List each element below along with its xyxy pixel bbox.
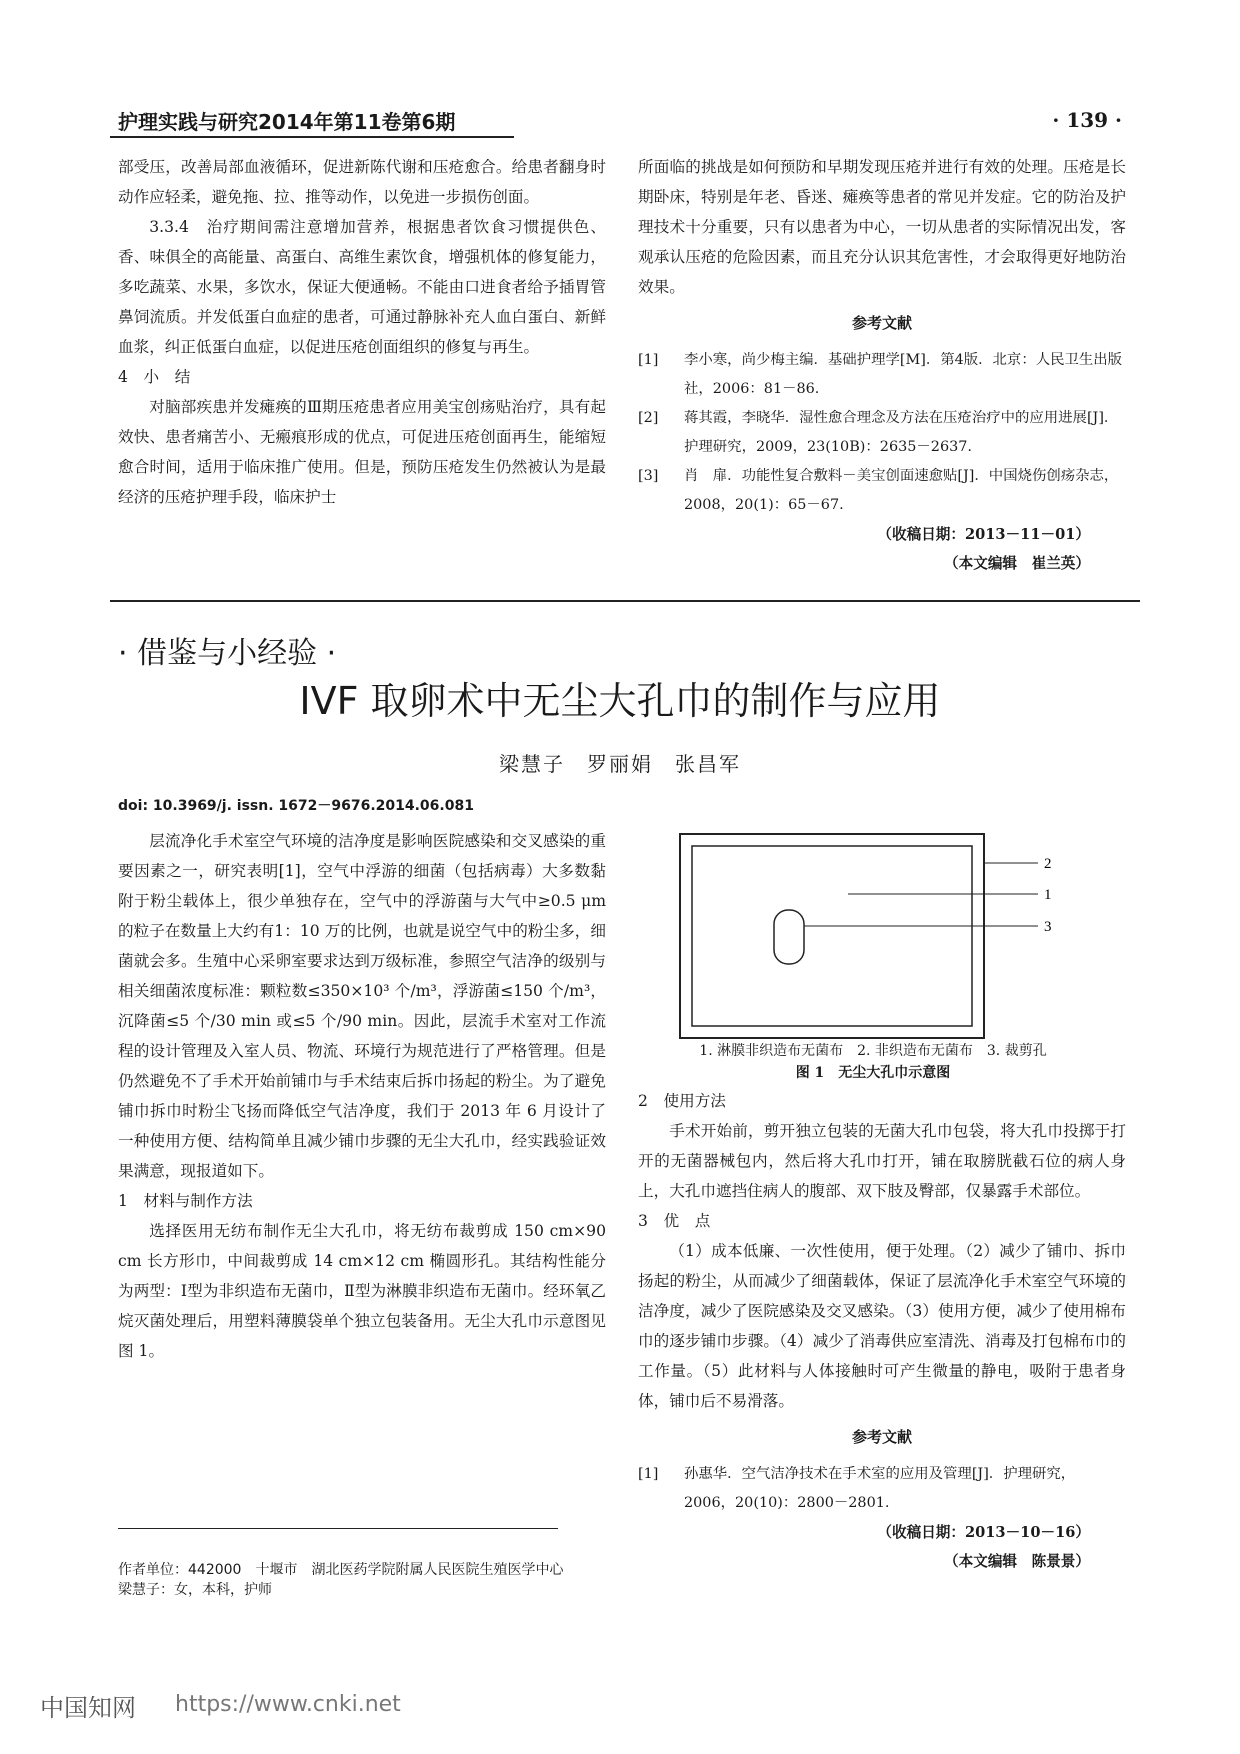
ellipse-hole bbox=[774, 910, 804, 964]
header-rule bbox=[110, 136, 514, 138]
paragraph: 手术开始前，剪开独立包装的无菌大孔巾包袋，将大孔巾投掷于打开的无菌器械包内，然后将大孔巾打开，铺在取膀胱截石位的病人身上，大孔巾遮挡住病人的腹部、双下肢及臀部，仅暴露手术部位。 bbox=[638, 1122, 1126, 1200]
footnote bbox=[118, 1560, 563, 1600]
reference-item bbox=[638, 346, 1126, 404]
reference-text: 孙惠华．空气洁净技术在手术室的应用及管理[J]．护理研究，2006，20(10)：2800－2801. bbox=[684, 1466, 1076, 1511]
reference-text: 肖 扉．功能性复合敷料－美宝创面速愈贴[J]．中国烧伤创疡杂志，2008，20(1)：65－67. bbox=[684, 468, 1119, 513]
figure-label-1: 1 bbox=[1044, 887, 1052, 903]
outer-rect bbox=[680, 834, 984, 1038]
paragraph: 3.3.4 治疗期间需注意增加营养，根据患者饮食习惯提供色、香、味俱全的高能量、高蛋白、高维生素饮食，增强机体的修复能力，多吃蔬菜、水果，多饮水，保证大便通畅。不能由口进食者给予插胃管鼻饲流质。并发低蛋白血症的患者，可通过静脉补充人血白蛋白、新鲜血浆，纠正低蛋白血症，以促进压疮创面组织的修复与再生。 bbox=[118, 218, 606, 356]
footnote-rule bbox=[118, 1528, 558, 1529]
page-number: · 139 · bbox=[1052, 108, 1122, 132]
inner-rect bbox=[692, 846, 972, 1026]
section-heading: 1 材料与制作方法 bbox=[118, 1192, 253, 1210]
figure-legend: 1. 淋膜非织造布无菌布 2. 非织造布无菌布 3. 裁剪孔 bbox=[699, 1043, 1047, 1059]
figure-label-3: 3 bbox=[1044, 919, 1052, 935]
reference-item bbox=[638, 462, 1126, 520]
editor-note: （本文编辑 崔兰英） bbox=[944, 555, 1090, 572]
column-tag: · 借鉴与小经验 · bbox=[118, 636, 337, 671]
paragraph: 选择医用无纺布制作无尘大孔巾，将无纺布裁剪成 150 cm×90 cm 长方形巾，中间裁剪成 14 cm×12 cm 椭圆形孔。其结构性能分为两型：Ⅰ型为非织造布无菌巾，Ⅱ型为淋膜非织造布无菌巾。经环氧乙烷灭菌处理后，用塑料薄膜袋单个独立包装备用。无尘大孔巾示意图见图 1。 bbox=[118, 1222, 606, 1360]
paragraph: 对脑部疾患并发瘫痪的Ⅲ期压疮患者应用美宝创疡贴治疗，具有起效快、患者痛苦小、无瘢痕形成的优点，可促进压疮创面再生，能缩短愈合时间，适用于临床推广使用。但是，预防压疮发生仍然被认为是最经济的压疮护理手段，临床护士 bbox=[118, 398, 606, 506]
figure-caption: 图 1 无尘大孔巾示意图 bbox=[795, 1065, 951, 1081]
cnki-brand: 中国知网 bbox=[40, 1694, 136, 1722]
reference-number: [1] bbox=[638, 352, 659, 368]
figure-label-2: 2 bbox=[1044, 856, 1052, 872]
authors: 梁慧子 罗丽娟 张昌军 bbox=[499, 752, 741, 776]
paragraph: 所面临的挑战是如何预防和早期发现压疮并进行有效的处理。压疮是长期卧床，特别是年老、昏迷、瘫痪等患者的常见并发症。它的防治及护理技术十分重要，只有以患者为中心，一切从患者的实际情况出发，客观承认压疮的危险因素，而且充分认识其危害性，才会取得更好地防治效果。 bbox=[638, 158, 1126, 296]
reference-text: 蒋其霞，李晓华．湿性愈合理念及方法在压疮治疗中的应用进展[J]．护理研究，2009，23(10B)：2635－2637. bbox=[684, 410, 1119, 455]
reference-number: [1] bbox=[638, 1466, 659, 1482]
journal-header: 护理实践与研究2014年第11卷第6期 bbox=[118, 110, 456, 134]
section-heading: 4 小 结 bbox=[118, 368, 191, 386]
article-divider bbox=[110, 600, 1140, 602]
paragraph: （1）成本低廉、一次性使用，便于处理。（2）减少了铺巾、拆巾扬起的粉尘，从而减少了细菌载体，保证了层流净化手术室空气环境的洁净度，减少了医院感染及交叉感染。（3）使用方便，减少了使用棉布巾的逐步铺巾步骤。（4）减少了消毒供应室清洗、消毒及打包棉布巾的工作量。（5）此材料与人体接触时可产生微量的静电，吸附于患者身体，铺巾后不易滑落。 bbox=[638, 1242, 1126, 1410]
reference-item bbox=[638, 404, 1126, 462]
footnote-affiliation: 作者单位：442000 十堰市 湖北医药学院附属人民医院生殖医学中心 bbox=[118, 1562, 564, 1578]
section-heading: 2 使用方法 bbox=[638, 1092, 726, 1110]
section-heading: 3 优 点 bbox=[638, 1212, 711, 1230]
reference-number: [3] bbox=[638, 468, 659, 484]
figure-drawing bbox=[638, 810, 1108, 1050]
bottom-left-column bbox=[118, 826, 606, 1366]
references-title: 参考文献 bbox=[851, 1428, 912, 1446]
article-title: IVF 取卵术中无尘大孔巾的制作与应用 bbox=[299, 679, 941, 723]
footnote-author: 梁慧子：女，本科，护师 bbox=[118, 1582, 272, 1598]
top-left-column bbox=[118, 152, 606, 512]
received-date: （收稿日期：2013－11－01） bbox=[877, 526, 1090, 543]
bottom-right-column bbox=[638, 1086, 1126, 1576]
cnki-url[interactable]: https://www.cnki.net bbox=[175, 1692, 401, 1717]
paragraph: 层流净化手术室空气环境的洁净度是影响医院感染和交叉感染的重要因素之一，研究表明[1]，空气中浮游的细菌（包括病毒）大多数黏附于粉尘载体上，很少单独存在，空气中的浮游菌与大气中≥0.5 μm 的粒子在数量上大约有1：10 万的比例，也就是说空气中的粉尘多，细菌就会多。生殖中心采卵室要求达到万级标准，参照空气洁净的级别与相关细菌浓度标准：颗粒数≤350×10³ 个/m³，浮游菌≤150 个/m³，沉降菌≤5 个/30 min 或≤5 个/90 min。因此，层流手术室对工作流程的设计管理及入室人员、物流、环境行为规范进行了严格管理。但是仍然避免不了手术开始前铺巾与手术结束后拆巾扬起的粉尘。为了避免铺巾拆巾时粉尘飞扬而降低空气洁净度，我们于 2013 年 6 月设计了一种使用方便、结构简单且减少铺巾步骤的无尘大孔巾，经实践验证效果满意，现报道如下。 bbox=[118, 832, 606, 1180]
top-right-column bbox=[638, 152, 1126, 578]
references-title: 参考文献 bbox=[851, 314, 912, 332]
reference-text: 李小寒，尚少梅主编．基础护理学[M]．第4版．北京：人民卫生出版社，2006：81－86. bbox=[684, 352, 1123, 397]
reference-list bbox=[638, 346, 1126, 520]
reference-list bbox=[638, 1460, 1126, 1518]
reference-number: [2] bbox=[638, 410, 659, 426]
received-date: （收稿日期：2013－10－16） bbox=[877, 1524, 1090, 1541]
editor-note: （本文编辑 陈景景） bbox=[944, 1553, 1090, 1570]
reference-item bbox=[638, 1460, 1126, 1518]
doi: doi: 10.3969/j. issn. 1672－9676.2014.06.081 bbox=[118, 798, 474, 814]
paragraph: 部受压，改善局部血液循环，促进新陈代谢和压疮愈合。给患者翻身时动作应轻柔，避免拖、拉、推等动作，以免进一步损伤创面。 bbox=[118, 158, 606, 206]
